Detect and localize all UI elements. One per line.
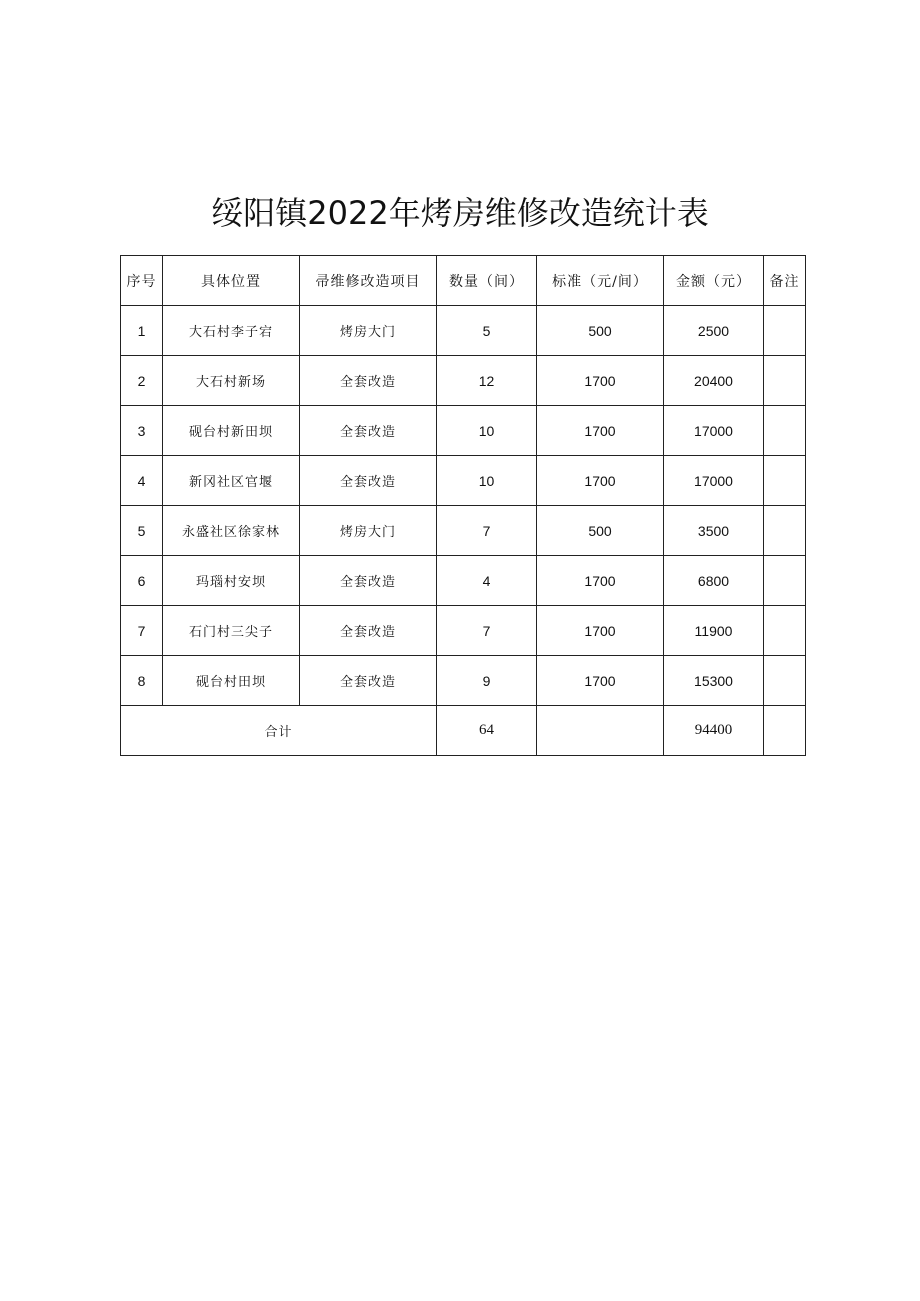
statistics-table [120, 255, 806, 756]
table-row [121, 356, 806, 406]
cell-standard: 1700 [537, 406, 664, 456]
cell-amount: 15300 [664, 656, 764, 706]
cell-amount: 2500 [664, 306, 764, 356]
cell-note [764, 406, 806, 456]
cell-note [764, 556, 806, 606]
table-row [121, 456, 806, 506]
header-cell-count: 数量（间） [437, 256, 537, 306]
page-title: 绥阳镇2022年烤房维修改造统计表 [211, 194, 709, 232]
cell-note [764, 306, 806, 356]
table-row [121, 406, 806, 456]
cell-standard: 1700 [537, 656, 664, 706]
table-row [121, 656, 806, 706]
cell-note [764, 606, 806, 656]
cell-location: 大石村李子宕 [163, 306, 300, 356]
cell-count: 7 [437, 606, 537, 656]
cell-standard: 500 [537, 306, 664, 356]
table-header-row [121, 256, 806, 306]
cell-count: 10 [437, 406, 537, 456]
cell-count: 9 [437, 656, 537, 706]
header-cell-project: 帚维修改造项目 [300, 256, 437, 306]
cell-location: 玛瑙村安坝 [163, 556, 300, 606]
cell-note [764, 356, 806, 406]
cell-project: 全套改造 [300, 556, 437, 606]
cell-count: 5 [437, 306, 537, 356]
cell-amount: 20400 [664, 356, 764, 406]
cell-amount: 11900 [664, 606, 764, 656]
cell-no: 3 [121, 406, 163, 456]
header-cell-note: 备注 [764, 256, 806, 306]
cell-standard: 1700 [537, 456, 664, 506]
cell-standard: 1700 [537, 606, 664, 656]
total-note [764, 706, 806, 756]
cell-standard: 1700 [537, 556, 664, 606]
total-row [121, 706, 806, 756]
cell-location: 砚台村田坝 [163, 656, 300, 706]
cell-count: 7 [437, 506, 537, 556]
cell-note [764, 656, 806, 706]
total-count: 64 [437, 706, 537, 756]
table-row [121, 556, 806, 606]
cell-count: 12 [437, 356, 537, 406]
cell-note [764, 506, 806, 556]
cell-note [764, 456, 806, 506]
cell-project: 烤房大门 [300, 506, 437, 556]
cell-location: 大石村新场 [163, 356, 300, 406]
cell-project: 全套改造 [300, 356, 437, 406]
cell-standard: 500 [537, 506, 664, 556]
table-row [121, 306, 806, 356]
total-standard [537, 706, 664, 756]
cell-count: 4 [437, 556, 537, 606]
cell-no: 6 [121, 556, 163, 606]
cell-location: 永盛社区徐家林 [163, 506, 300, 556]
cell-project: 全套改造 [300, 406, 437, 456]
cell-standard: 1700 [537, 356, 664, 406]
cell-no: 2 [121, 356, 163, 406]
cell-project: 全套改造 [300, 656, 437, 706]
cell-location: 新冈社区官堰 [163, 456, 300, 506]
cell-location: 砚台村新田坝 [163, 406, 300, 456]
cell-amount: 17000 [664, 456, 764, 506]
table-row [121, 606, 806, 656]
cell-no: 5 [121, 506, 163, 556]
cell-project: 全套改造 [300, 456, 437, 506]
cell-no: 8 [121, 656, 163, 706]
header-cell-no: 序号 [121, 256, 163, 306]
cell-no: 1 [121, 306, 163, 356]
cell-project: 烤房大门 [300, 306, 437, 356]
cell-amount: 6800 [664, 556, 764, 606]
total-amount: 94400 [664, 706, 764, 756]
cell-amount: 17000 [664, 406, 764, 456]
cell-amount: 3500 [664, 506, 764, 556]
header-cell-standard: 标准（元/间） [537, 256, 664, 306]
total-label: 合计 [121, 706, 437, 756]
table-row [121, 506, 806, 556]
header-cell-amount: 金额（元） [664, 256, 764, 306]
cell-project: 全套改造 [300, 606, 437, 656]
cell-no: 4 [121, 456, 163, 506]
header-cell-location: 具体位置 [163, 256, 300, 306]
cell-location: 石门村三尖子 [163, 606, 300, 656]
cell-no: 7 [121, 606, 163, 656]
cell-count: 10 [437, 456, 537, 506]
